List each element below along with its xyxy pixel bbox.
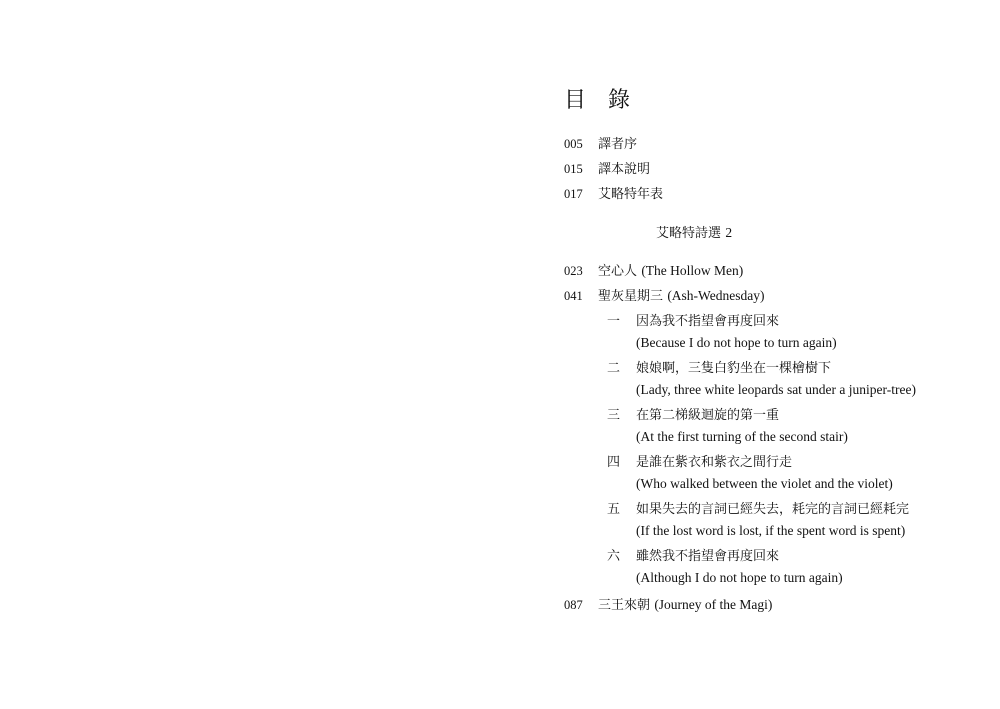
title-char-left: 目: [564, 88, 587, 113]
toc-subentry-part-6[interactable]: [607, 547, 779, 566]
part-title-zh: 娘娘啊，三隻白豹坐在一棵檜樹下: [636, 361, 832, 376]
entry-title: 艾略特年表: [598, 187, 664, 202]
part-title-zh: 如果失去的言詞已經失去，耗完的言詞已經耗完: [636, 502, 910, 517]
part-numeral: 三: [607, 408, 621, 423]
part-title-zh: 因為我不指望會再度回來: [636, 314, 780, 329]
toc-subentry-part-5[interactable]: [607, 500, 909, 519]
toc-subentry-part-2[interactable]: [607, 359, 831, 378]
page-number: 017: [564, 187, 583, 201]
part-title-en: (Because I do not hope to turn again): [636, 335, 837, 350]
part-title-en: (If the lost word is lost, if the spent word is spent): [636, 523, 906, 538]
page-number: 041: [564, 289, 583, 303]
page-number: 015: [564, 162, 583, 176]
title-char-right: 錄: [608, 88, 631, 113]
entry-title: 譯者序: [598, 137, 638, 152]
part-numeral: 四: [607, 455, 621, 470]
part-title-en: (At the first turning of the second stair): [636, 429, 848, 444]
entry-title-en: (The Hollow Men): [641, 263, 744, 278]
toc-entry-journey-of-the-magi[interactable]: [564, 596, 772, 615]
entry-title-zh: 三王來朝: [598, 598, 651, 613]
page-title: [564, 83, 630, 114]
part-title-en: (Lady, three white leopards sat under a juniper-tree): [636, 382, 916, 397]
part-title-en: (Although I do not hope to turn again): [636, 570, 843, 585]
page-number: 005: [564, 137, 583, 151]
toc-subentry-part-4[interactable]: [607, 453, 792, 472]
toc-entry-hollow-men[interactable]: [564, 262, 743, 281]
toc-subentry-part-1[interactable]: [607, 312, 779, 331]
toc-entry-translation-notes[interactable]: [564, 160, 650, 179]
part-title-zh: 在第二梯級迴旋的第一重: [636, 408, 780, 423]
entry-title-zh: 空心人: [598, 264, 638, 279]
part-numeral: 二: [607, 361, 621, 376]
part-numeral: 五: [607, 502, 621, 517]
part-title-en: (Who walked between the violet and the violet): [636, 476, 893, 491]
section-heading-text: 艾略特詩選: [656, 226, 722, 241]
part-title-zh: 是誰在紫衣和紫衣之間行走: [636, 455, 793, 470]
part-title-zh: 雖然我不指望會再度回來: [636, 549, 780, 564]
page-number: 087: [564, 598, 583, 612]
toc-entry-preface[interactable]: [564, 135, 637, 154]
section-heading-number: 2: [725, 225, 733, 240]
toc-entry-ash-wednesday[interactable]: [564, 287, 764, 306]
part-numeral: 一: [607, 314, 621, 329]
entry-title-en: (Ash-Wednesday): [667, 288, 765, 303]
page-number: 023: [564, 264, 583, 278]
entry-title: 譯本說明: [598, 162, 651, 177]
toc-subentry-part-3[interactable]: [607, 406, 779, 425]
entry-title-en: (Journey of the Magi): [654, 597, 773, 612]
section-heading: [656, 222, 732, 241]
entry-title-zh: 聖灰星期三: [598, 289, 664, 304]
toc-entry-chronology[interactable]: [564, 185, 663, 204]
part-numeral: 六: [607, 549, 621, 564]
